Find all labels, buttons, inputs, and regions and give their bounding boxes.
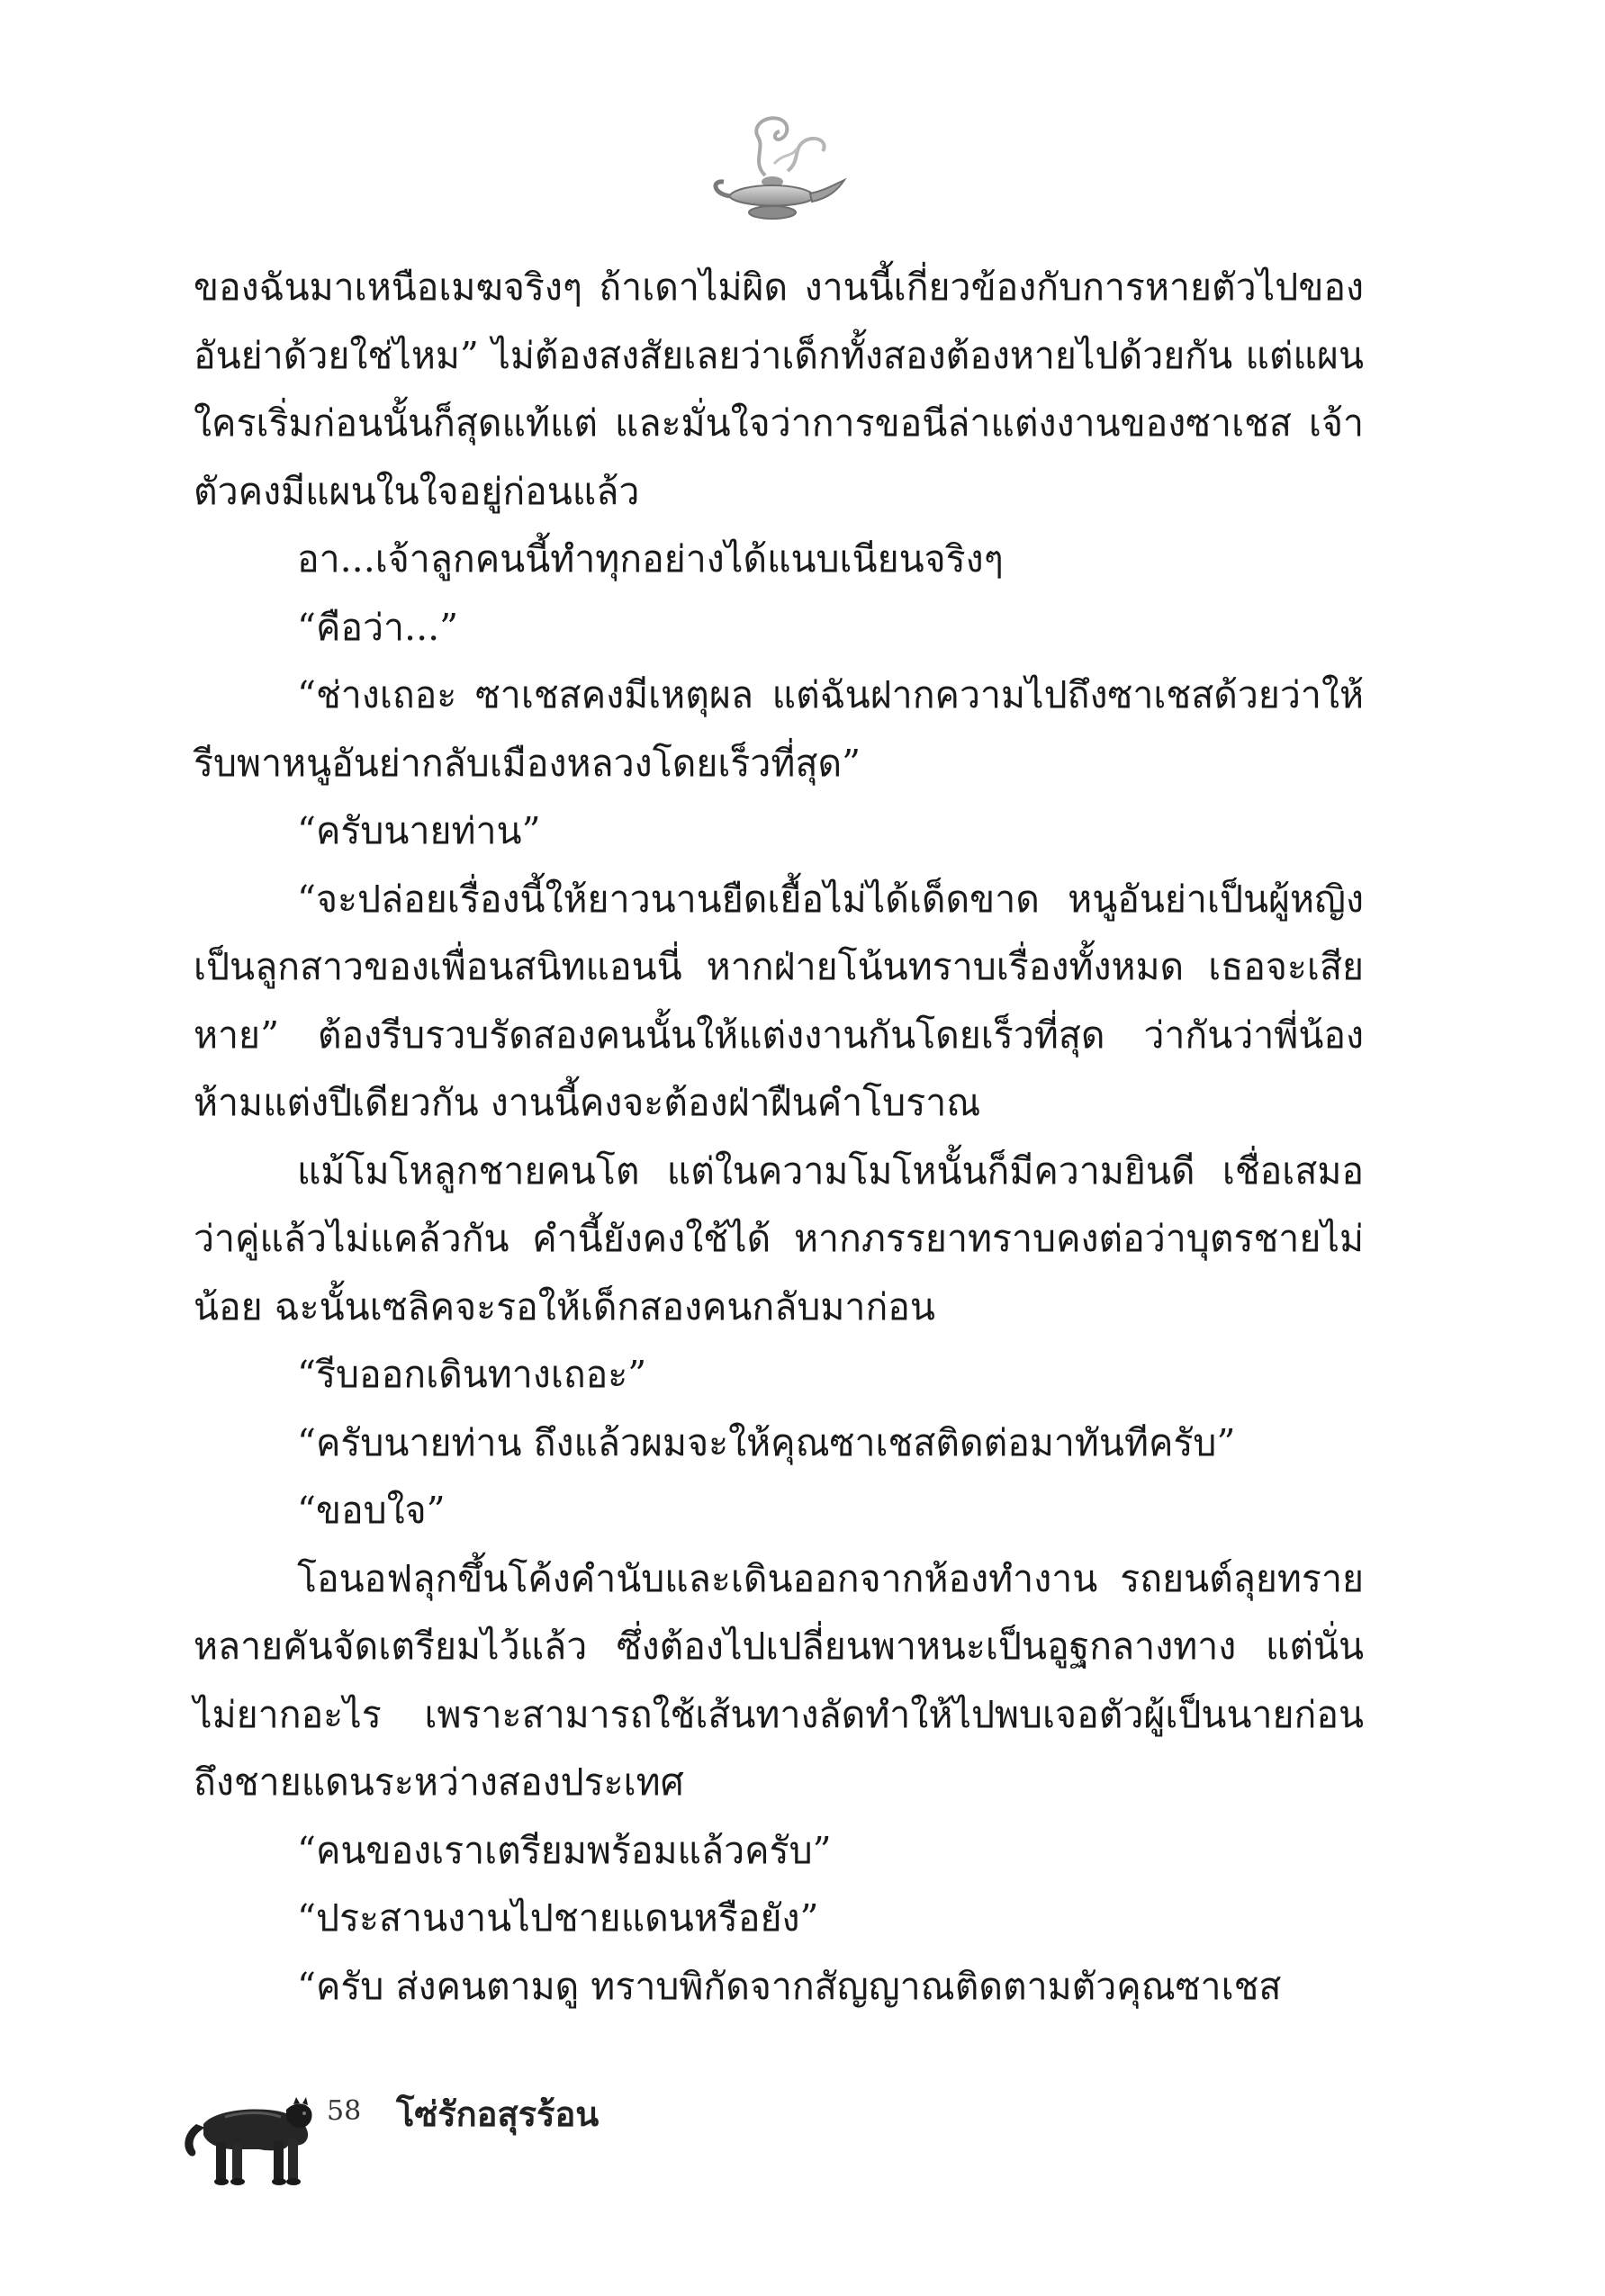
paragraph-12: “คนของเราเตรียมพร้อมแล้วครับ” <box>297 1828 832 1872</box>
paragraph-7: แม้โมโหลูกชายคนโต แต่ในความโมโหนั้นก็มีความยินดี เชื่อเสมอว่าคู่แล้วไม่แคล้วกัน คำนี้ยังคงใช้ได้ หากภรรยาทราบคงต่อว่าบุตรชายไม่น้อย ฉะนั้นเซลิคจะรอให้เด็กสองคนกลับมาก่อน <box>194 1148 1364 1328</box>
paragraph-2: อา...เจ้าลูกคนนี้ทำทุกอย่างได้แนบเนียนจริงๆ <box>297 537 1004 581</box>
paragraph-11: โอนอฟลุกขึ้นโค้งคำนับและเดินออกจากห้องทำงาน รถยนต์ลุยทรายหลายคันจัดเตรียมไว้แล้ว ซึ่งต้องไปเปลี่ยนพาหนะเป็นอูฐกลางทาง แต่นั่นไม่ยากอะไร เพราะสามารถใช้เส้นทางลัดทำให้ไปพบเจอตัวผู้เป็นนายก่อนถึงชายแดนระหว่างสองประเทศ <box>194 1556 1364 1804</box>
paragraph-4: “ช่างเถอะ ซาเชสคงมีเหตุผล แต่ฉันฝากความไปถึงซาเชสด้วยว่าให้รีบพาหนูอันย่ากลับเมืองหลวงโดยเร็วที่สุด” <box>194 673 1364 785</box>
paragraph-13: “ประสานงานไปชายแดนหรือยัง” <box>297 1896 819 1940</box>
paragraph-14: “ครับ ส่งคนตามดู ทราบพิกัดจากสัญญาณติดตามตัวคุณซาเชส <box>297 1964 1282 2008</box>
paragraph-5: “ครับนายท่าน” <box>297 809 541 852</box>
body-text <box>194 254 1364 2021</box>
paragraph-9: “ครับนายท่าน ถึงแล้วผมจะให้คุณซาเชสติดต่อมาทันทีครับ” <box>297 1420 1236 1464</box>
paragraph-3: “คือว่า...” <box>297 605 459 649</box>
paragraph-6: “จะปล่อยเรื่องนี้ให้ยาวนานยืดเยื้อไม่ได้เด็ดขาด หนูอันย่าเป็นผู้หญิงเป็นลูกสาวของเพื่อนสนิทแอนนี่ หากฝ่ายโน้นทราบเรื่องทั้งหมด เธอจะเสียหาย” ต้องรีบรวบรัดสองคนนั้นให้แต่งงานกันโดยเร็วที่สุด ว่ากันว่าพี่น้องห้ามแต่งปีเดียวกัน งานนี้คงจะต้องฝ่าฝืนคำโบราณ <box>194 877 1364 1124</box>
paragraph-1: ของฉันมาเหนือเมฆจริงๆ ถ้าเดาไม่ผิด งานนี้เกี่ยวข้องกับการหายตัวไปของอันย่าด้วยใช่ไหม” ไม่ต้องสงสัยเลยว่าเด็กทั้งสองต้องหายไปด้วยกัน แต่แผนใครเริ่มก่อนนั้นก็สุดแท้แต่ และมั่นใจว่าการขอนีล่าแต่งงานของซาเชส เจ้าตัวคงมีแผนในใจอยู่ก่อนแล้ว <box>194 266 1364 513</box>
paragraph-8: “รีบออกเดินทางเถอะ” <box>297 1353 647 1396</box>
genie-lamp-icon <box>702 108 855 234</box>
page-footer <box>180 2061 810 2196</box>
page-number: 58 <box>327 2095 362 2127</box>
book-title: โซ่รักอสุรร้อน <box>396 2094 600 2134</box>
black-panther-icon <box>180 2061 315 2196</box>
paragraph-10: “ขอบใจ” <box>297 1489 446 1532</box>
